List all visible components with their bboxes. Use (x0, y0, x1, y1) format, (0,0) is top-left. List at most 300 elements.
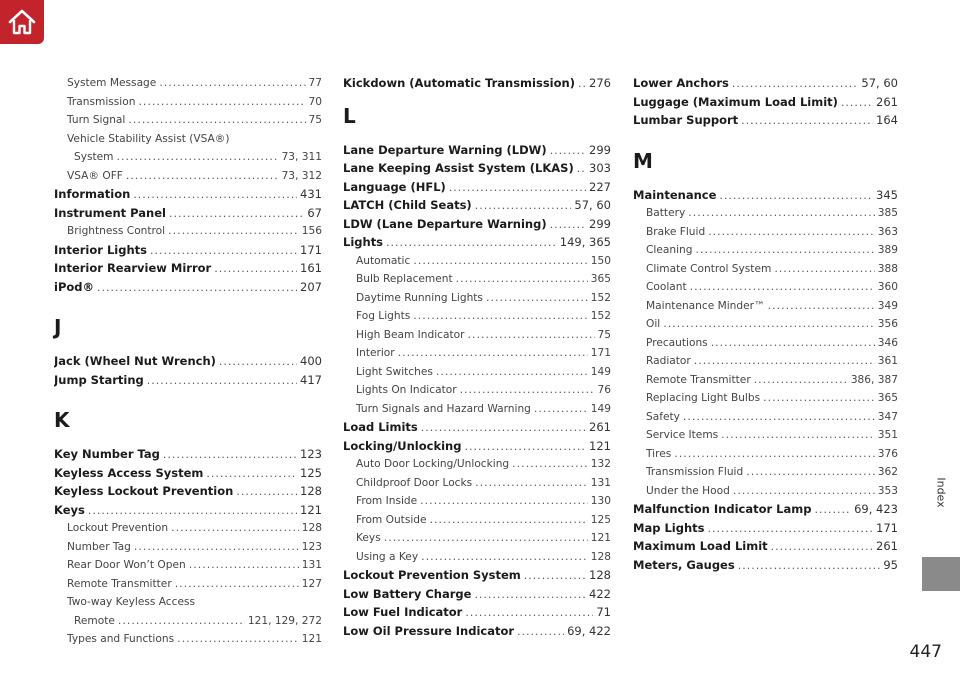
dot-leader (236, 483, 297, 501)
index-entry[interactable] (343, 215, 611, 234)
index-subentry[interactable] (633, 204, 898, 223)
entry-page-ref[interactable]: 356 (877, 318, 898, 330)
entry-term: Service Items (646, 429, 719, 441)
entry-page-ref[interactable]: 123 (300, 447, 322, 461)
dot-leader (690, 278, 875, 297)
entry-page-ref[interactable]: 365 (590, 273, 611, 285)
entry-page-ref[interactable]: 363 (877, 225, 898, 238)
entry-term: Keyless Access System (54, 465, 204, 480)
entry-term: Battery (646, 207, 686, 219)
index-subentry[interactable] (54, 111, 322, 130)
entry-page-ref[interactable]: 70 (308, 95, 322, 108)
index-subentry[interactable] (54, 148, 322, 167)
entry-term: From Inside (356, 495, 418, 507)
entry-page-ref[interactable]: 121 (589, 438, 611, 453)
dot-leader (814, 501, 851, 519)
index-entry[interactable] (54, 464, 322, 483)
dot-leader (420, 492, 588, 511)
dot-leader (386, 234, 557, 252)
dot-leader (754, 371, 848, 390)
index-subentry[interactable] (633, 334, 898, 353)
entry-page-ref[interactable]: 386, 387 (850, 373, 898, 386)
entry-term: Precautions (646, 336, 708, 349)
entry-page-ref[interactable]: 128 (589, 568, 611, 582)
dot-leader (384, 529, 588, 548)
entry-term: High Beam Indicator (356, 328, 465, 341)
entry-page-ref[interactable]: 171 (590, 347, 611, 359)
entry-page-ref[interactable]: 123 (301, 540, 322, 553)
entry-page-ref[interactable]: 361 (877, 355, 898, 367)
entry-term: Transmission Fluid (646, 466, 744, 478)
index-entry[interactable] (54, 241, 322, 260)
entry-page-ref[interactable]: 227 (589, 179, 611, 194)
entry-page-ref[interactable]: 69, 422 (567, 623, 611, 638)
entry-page-ref[interactable]: 156 (301, 225, 322, 237)
entry-page-ref[interactable]: 75 (597, 328, 611, 341)
entry-term: Remote Transmitter (646, 373, 751, 386)
index-subentry[interactable] (633, 482, 898, 501)
entry-page-ref[interactable]: 131 (590, 476, 611, 489)
index-entry[interactable] (54, 259, 322, 278)
index-subentry[interactable] (633, 371, 898, 390)
entry-page-ref[interactable]: 127 (301, 577, 322, 590)
entry-term: Replacing Light Bulbs (646, 392, 761, 404)
dot-leader (421, 419, 586, 437)
dot-leader (738, 557, 881, 575)
index-entry[interactable] (343, 233, 611, 252)
dot-leader (746, 463, 875, 482)
entry-page-ref[interactable]: 365 (877, 392, 898, 404)
entry-term: LDW (Lane Departure Warning) (343, 216, 547, 231)
dot-leader (768, 297, 875, 316)
dot-leader (683, 408, 875, 427)
index-subentry[interactable] (54, 130, 322, 149)
index-entry[interactable] (343, 196, 611, 215)
index-subentry[interactable] (633, 260, 898, 279)
entry-page-ref[interactable]: 77 (308, 77, 322, 89)
entry-page-ref[interactable]: 121 (590, 532, 611, 544)
index-subentry[interactable] (343, 326, 611, 345)
index-subentry[interactable] (343, 474, 611, 493)
entry-page-ref[interactable]: 125 (300, 465, 322, 480)
entry-term: Brake Fluid (646, 225, 706, 238)
dot-leader (118, 612, 245, 631)
entry-page-ref[interactable]: 299 (589, 216, 611, 231)
index-column-3 (633, 74, 898, 574)
index-subentry[interactable] (633, 241, 898, 260)
dot-leader (398, 344, 588, 363)
entry-term: Lights (343, 235, 384, 249)
index-subentry[interactable] (343, 252, 611, 271)
entry-page-ref[interactable]: 261 (876, 94, 898, 109)
index-entry[interactable] (54, 204, 322, 223)
index-entry[interactable] (54, 482, 322, 501)
dot-leader (771, 538, 873, 556)
index-subentry[interactable] (343, 363, 611, 382)
dot-leader (430, 511, 588, 530)
entry-term: Interior Lights (54, 242, 147, 257)
entry-term: Oil (646, 318, 661, 330)
dot-leader (421, 548, 588, 567)
index-subentry[interactable] (54, 630, 322, 649)
entry-term: System Message (67, 77, 157, 89)
entry-term: Language (HFL) (343, 179, 446, 194)
entry-term: Low Battery Charge (343, 586, 472, 601)
entry-term: Coolant (646, 281, 687, 293)
dot-leader (707, 520, 873, 538)
entry-term: Under the Hood (646, 484, 730, 497)
entry-page-ref[interactable]: 345 (876, 187, 898, 202)
entry-page-ref[interactable]: 388 (877, 262, 898, 275)
dot-leader (517, 623, 564, 641)
dot-leader (694, 352, 875, 371)
index-entry[interactable] (343, 585, 611, 604)
index-subentry[interactable] (343, 511, 611, 530)
index-entry[interactable] (54, 278, 322, 297)
entry-term: Map Lights (633, 520, 705, 535)
entry-term: Malfunction Indicator Lamp (633, 502, 812, 516)
dot-leader (128, 111, 305, 130)
entry-term: Load Limits (343, 420, 418, 434)
dot-leader (577, 160, 586, 178)
entry-term: Jack (Wheel Nut Wrench) (54, 354, 216, 368)
entry-page-ref[interactable]: 67 (307, 205, 322, 220)
dot-leader (578, 75, 586, 93)
entry-page-ref[interactable]: 71 (596, 605, 611, 619)
index-subentry[interactable] (54, 74, 322, 93)
entry-page-ref[interactable]: 76 (597, 384, 611, 396)
entry-page-ref[interactable]: 431 (300, 187, 322, 201)
index-letter-heading: K (54, 408, 70, 432)
entry-page-ref[interactable]: 376 (877, 447, 898, 460)
entry-page-ref[interactable]: 417 (300, 372, 322, 387)
index-subentry[interactable] (633, 315, 898, 334)
entry-page-ref[interactable]: 261 (876, 539, 898, 553)
index-letter-heading: M (633, 148, 653, 173)
entry-page-ref[interactable]: 95 (883, 557, 898, 572)
entry-page-ref[interactable]: 207 (300, 279, 322, 294)
dot-leader (175, 575, 299, 594)
dot-leader (436, 363, 588, 382)
entry-page-ref[interactable]: 152 (590, 291, 611, 304)
dot-leader (214, 260, 297, 278)
index-subentry[interactable] (343, 307, 611, 326)
index-side-tab[interactable] (922, 453, 960, 531)
index-entry[interactable] (343, 141, 611, 160)
entry-page-ref[interactable]: 346 (877, 336, 898, 349)
home-icon (7, 8, 37, 36)
index-letter-heading: L (343, 103, 356, 128)
dot-leader (171, 519, 299, 538)
entry-term: System (74, 151, 114, 163)
entry-term: Lane Departure Warning (LDW) (343, 142, 547, 157)
index-subentry[interactable] (633, 389, 898, 408)
entry-term: Radiator (646, 355, 691, 367)
entry-page-ref[interactable]: 161 (300, 261, 322, 275)
entry-term: Rear Door Won’t Open (67, 559, 186, 571)
entry-term: Vehicle Stability Assist (VSA®) (67, 132, 230, 145)
index-entry[interactable] (343, 178, 611, 197)
entry-term: Light Switches (356, 365, 433, 378)
index-entry[interactable] (633, 519, 898, 538)
entry-term: From Outside (356, 513, 427, 526)
index-subentry[interactable] (633, 297, 898, 316)
index-subentry[interactable] (343, 344, 611, 363)
dot-leader (147, 372, 297, 390)
index-subentry[interactable] (343, 529, 611, 548)
entry-page-ref[interactable]: 128 (590, 550, 611, 563)
entry-page-ref[interactable]: 152 (590, 310, 611, 322)
dot-leader (133, 186, 297, 204)
dot-leader (150, 242, 297, 260)
entry-page-ref[interactable]: 57, 60 (861, 76, 898, 90)
index-subentry[interactable] (54, 575, 322, 594)
entry-page-ref[interactable]: 349 (877, 299, 898, 312)
index-subentry[interactable] (343, 381, 611, 400)
index-entry[interactable] (343, 159, 611, 178)
entry-term: Lockout Prevention System (343, 568, 521, 582)
index-subentry[interactable] (633, 223, 898, 242)
entry-term: Keys (54, 502, 85, 517)
entry-term: Tires (646, 447, 672, 460)
entry-page-ref[interactable]: 131 (301, 559, 322, 571)
index-entry[interactable] (343, 622, 611, 641)
dot-leader (733, 482, 875, 501)
index-entry[interactable] (343, 418, 611, 437)
dot-leader (168, 222, 299, 241)
dot-leader (721, 426, 875, 445)
entry-page-ref[interactable]: 128 (300, 484, 322, 498)
index-entry[interactable] (633, 93, 898, 112)
index-entry[interactable] (54, 445, 322, 464)
entry-term: Instrument Panel (54, 205, 166, 220)
index-entry[interactable] (343, 74, 611, 93)
entry-page-ref[interactable]: 347 (877, 410, 898, 423)
entry-term: iPod® (54, 279, 95, 294)
entry-term: Lights On Indicator (356, 384, 457, 396)
index-entry[interactable] (54, 501, 322, 520)
index-subentry[interactable] (343, 289, 611, 308)
entry-term: Information (54, 187, 131, 201)
entry-page-ref[interactable]: 171 (300, 242, 322, 257)
index-subentry[interactable] (343, 548, 611, 567)
entry-term: Transmission (67, 95, 136, 108)
dot-leader (708, 223, 875, 242)
entry-page-ref[interactable]: 164 (876, 113, 898, 127)
dot-leader (88, 502, 297, 520)
index-subentry[interactable] (343, 270, 611, 289)
index-entry[interactable] (54, 352, 322, 371)
index-subentry[interactable] (54, 538, 322, 557)
entry-page-ref[interactable]: 149 (590, 365, 611, 378)
index-entry[interactable] (633, 111, 898, 130)
entry-page-ref[interactable]: 75 (308, 114, 322, 126)
index-subentry[interactable] (633, 426, 898, 445)
dot-leader (159, 74, 305, 93)
entry-page-ref[interactable]: 299 (589, 142, 611, 157)
dot-leader (695, 241, 874, 260)
index-subentry[interactable] (54, 93, 322, 112)
entry-page-ref[interactable]: 360 (877, 281, 898, 293)
entry-page-ref[interactable]: 150 (590, 254, 611, 267)
dot-leader (534, 400, 588, 419)
index-entry[interactable] (343, 603, 611, 622)
index-subentry[interactable] (633, 463, 898, 482)
index-subentry[interactable] (343, 455, 611, 474)
entry-page-ref[interactable]: 353 (877, 484, 898, 497)
dot-leader (475, 197, 572, 215)
entry-term: Jump Starting (54, 372, 144, 387)
dot-leader (465, 604, 593, 622)
entry-page-ref[interactable]: 351 (877, 429, 898, 441)
index-entry[interactable] (633, 74, 898, 93)
index-subentry[interactable] (54, 222, 322, 241)
dot-leader (674, 445, 875, 464)
entry-page-ref[interactable]: 149, 365 (559, 235, 611, 249)
dot-leader (512, 455, 588, 474)
entry-page-ref[interactable]: 389 (877, 244, 898, 256)
dot-leader (134, 538, 299, 557)
entry-term: Low Fuel Indicator (343, 605, 463, 619)
entry-term: Types and Functions (67, 633, 175, 645)
entry-page-ref[interactable]: 362 (877, 466, 898, 478)
entry-term: Remote Transmitter (67, 577, 172, 590)
index-subentry[interactable] (54, 593, 322, 612)
index-subentry[interactable] (633, 445, 898, 464)
entry-term: Safety (646, 410, 680, 423)
entry-term: Auto Door Locking/Unlocking (356, 458, 510, 470)
dot-leader (663, 315, 875, 334)
index-subentry[interactable] (54, 167, 322, 186)
entry-term: Childproof Door Locks (356, 476, 473, 489)
entry-page-ref[interactable]: 121 (300, 502, 322, 517)
entry-page-ref[interactable]: 132 (590, 458, 611, 470)
entry-page-ref[interactable]: 261 (589, 420, 611, 434)
dot-leader (449, 179, 586, 197)
entry-page-ref[interactable]: 128 (301, 522, 322, 534)
dot-leader (774, 260, 874, 279)
index-column-1 (54, 74, 322, 649)
entry-page-ref[interactable]: 121 (301, 633, 322, 645)
index-column-2 (343, 74, 611, 640)
home-button[interactable] (0, 0, 44, 44)
entry-term: Automatic (356, 254, 411, 267)
index-subentry[interactable] (633, 278, 898, 297)
entry-term: Two-way Keyless Access (67, 596, 196, 608)
entry-page-ref[interactable]: 171 (876, 520, 898, 535)
dot-leader (206, 465, 297, 483)
dot-leader (97, 279, 297, 297)
dot-leader (138, 93, 305, 112)
entry-page-ref[interactable]: 149 (590, 402, 611, 415)
entry-term: Bulb Replacement (356, 273, 453, 285)
entry-term: Keys (356, 532, 381, 544)
entry-term: Locking/Unlocking (343, 438, 462, 453)
entry-term: Climate Control System (646, 262, 772, 275)
dot-leader (719, 187, 873, 205)
dot-leader (732, 75, 859, 93)
index-entry[interactable] (54, 371, 322, 390)
entry-page-ref[interactable]: 303 (589, 161, 611, 175)
entry-page-ref[interactable]: 69, 423 (854, 502, 898, 516)
entry-page-ref[interactable]: 422 (589, 586, 611, 601)
entry-term: Daytime Running Lights (356, 291, 483, 304)
index-entry[interactable] (633, 186, 898, 205)
entry-term: Lane Keeping Assist System (LKAS) (343, 161, 574, 175)
dot-leader (413, 252, 587, 271)
dot-leader (550, 142, 586, 160)
entry-page-ref[interactable]: 73, 311 (281, 151, 322, 163)
index-subentry[interactable] (343, 400, 611, 419)
entry-term: Lockout Prevention (67, 522, 169, 534)
entry-page-ref[interactable]: 130 (590, 495, 611, 507)
entry-page-ref[interactable]: 276 (589, 76, 611, 90)
dot-leader (460, 381, 595, 400)
entry-term: Fog Lights (356, 310, 411, 322)
index-subentry[interactable] (343, 492, 611, 511)
entry-term: Maximum Load Limit (633, 539, 768, 553)
entry-term: Luggage (Maximum Load Limit) (633, 94, 838, 109)
index-subentry[interactable] (54, 556, 322, 575)
dot-leader (219, 353, 297, 371)
dot-leader (550, 216, 586, 234)
entry-term: Turn Signal (67, 114, 126, 126)
entry-page-ref[interactable]: 125 (590, 513, 611, 526)
dot-leader (163, 446, 297, 464)
entry-term: Maintenance (633, 187, 717, 202)
entry-term: VSA® OFF (67, 169, 123, 182)
index-entry[interactable] (633, 556, 898, 575)
dot-leader (688, 204, 875, 223)
entry-term: Remote (74, 614, 115, 627)
entry-term: Keyless Lockout Prevention (54, 484, 234, 498)
entry-term: Lower Anchors (633, 76, 729, 90)
page-number: 447 (909, 642, 942, 662)
entry-term: Low Oil Pressure Indicator (343, 623, 515, 638)
index-entry[interactable] (343, 566, 611, 585)
entry-term: Key Number Tag (54, 447, 160, 461)
dot-leader (841, 94, 873, 112)
dot-leader (169, 205, 304, 223)
index-subentry[interactable] (633, 352, 898, 371)
dot-leader (456, 270, 588, 289)
entry-page-ref[interactable]: 73, 312 (281, 169, 322, 182)
entry-page-ref[interactable]: 121, 129, 272 (247, 614, 322, 627)
index-entry[interactable] (633, 537, 898, 556)
entry-page-ref[interactable]: 400 (300, 354, 322, 368)
index-entry[interactable] (54, 185, 322, 204)
dot-leader (117, 148, 279, 167)
index-subentry[interactable] (633, 408, 898, 427)
entry-page-ref[interactable]: 385 (877, 207, 898, 219)
entry-term: Number Tag (67, 540, 131, 553)
entry-term: Using a Key (356, 550, 419, 563)
dot-leader (468, 326, 595, 345)
entry-term: Interior Rearview Mirror (54, 261, 212, 275)
index-subentry[interactable] (54, 612, 322, 631)
dot-leader (711, 334, 875, 353)
entry-term: Maintenance Minder™ (646, 299, 765, 312)
entry-page-ref[interactable]: 57, 60 (574, 198, 611, 212)
index-entry[interactable] (343, 437, 611, 456)
index-subentry[interactable] (54, 519, 322, 538)
entry-term: Meters, Gauges (633, 557, 735, 572)
entry-term: Interior (356, 347, 395, 359)
dot-leader (524, 567, 586, 585)
index-entry[interactable] (633, 500, 898, 519)
entry-term: Brightness Control (67, 225, 166, 237)
entry-term: Cleaning (646, 244, 693, 256)
